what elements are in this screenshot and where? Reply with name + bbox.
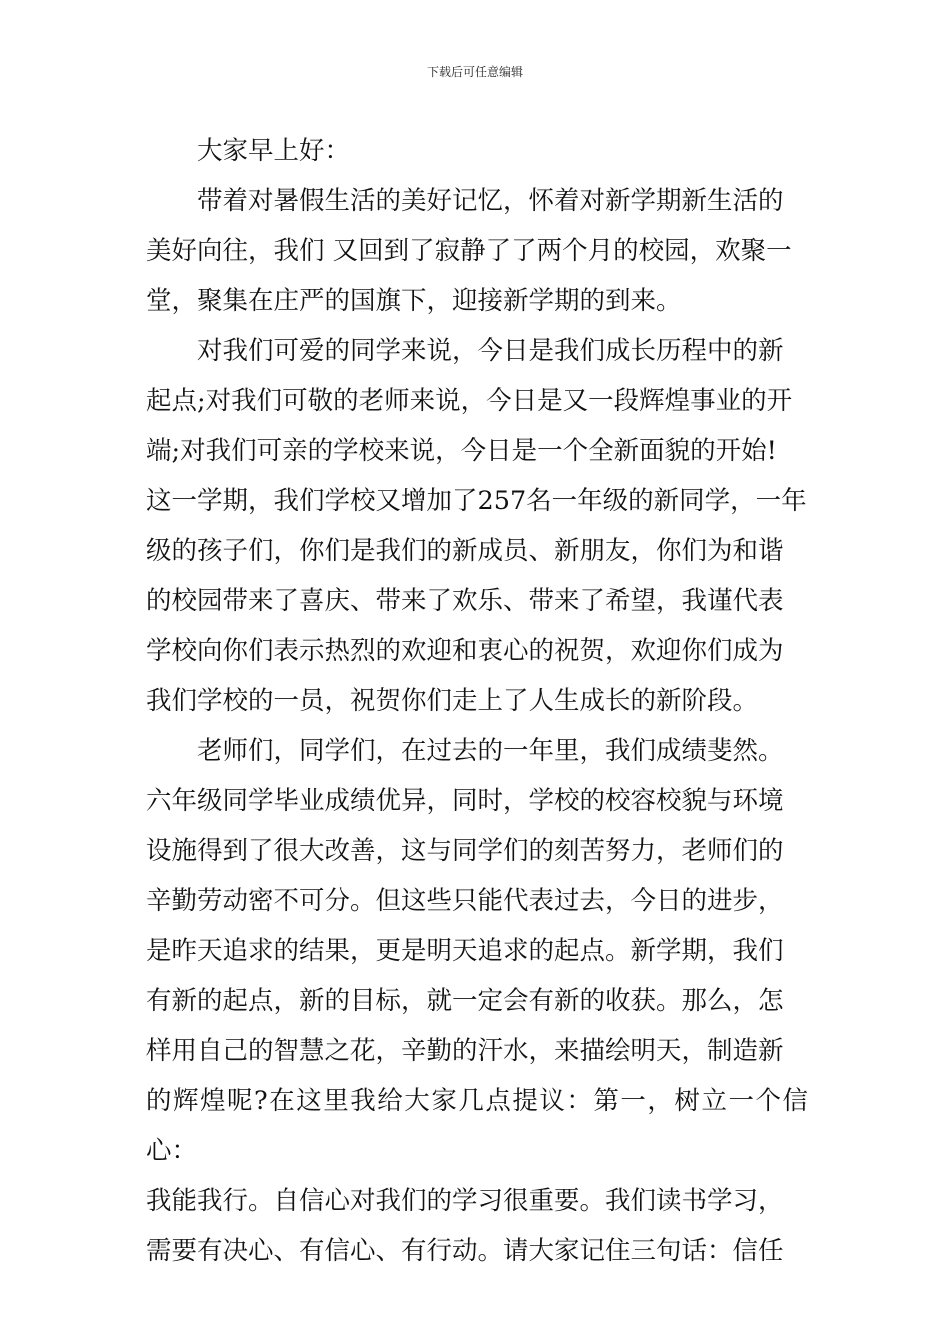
text-line: 级的孩子们，你们是我们的新成员、新朋友，你们为和谐 (146, 536, 784, 566)
text-line: 的辉煌呢?在这里我给大家几点提议：第一，树立一个信心： (146, 1086, 808, 1166)
text-line: 样用自己的智慧之花，辛勤的汗水，来描绘明天，制造新 (146, 1036, 784, 1066)
page-header: 下载后可任意编辑 (426, 65, 523, 79)
text-line: 有新的起点，新的目标，就一定会有新的收获。那么，怎 (146, 986, 784, 1016)
text-line: 堂，聚集在庄严的国旗下，迎接新学期的到来。 (146, 286, 682, 316)
text-line: 带着对暑假生活的美好记忆，怀着对新学期新生活的 (197, 186, 784, 216)
paragraph-greeting (146, 126, 808, 176)
text-line: 这一学期，我们学校又增加了257名一年级的新同学，一年 (146, 486, 807, 516)
text-line: 学校向你们表示热烈的欢迎和衷心的祝贺，欢迎你们成为 (146, 636, 784, 666)
text-line: 起点;对我们可敬的老师来说，今日是又一段辉煌事业的开 (146, 386, 793, 416)
text-line: 大家早上好： (197, 136, 351, 166)
paragraph-new-start (146, 326, 808, 726)
paragraph-achievements (146, 726, 808, 1276)
text-line: 端;对我们可亲的学校来说，今日是一个全新面貌的开始! (146, 436, 777, 466)
text-line: 六年级同学毕业成绩优异，同时，学校的校容校貌与环境 (146, 786, 784, 816)
text-line: 的校园带来了喜庆、带来了欢乐、带来了希望，我谨代表 (146, 586, 784, 616)
text-line: 是昨天追求的结果，更是明天追求的起点。新学期，我们 (146, 936, 784, 966)
document-body (146, 126, 808, 1276)
paragraph-intro (146, 176, 808, 326)
text-line: 辛勤劳动密不可分。但这些只能代表过去，今日的进步， (146, 886, 784, 916)
text-line: 我们学校的一员，祝贺你们走上了人生成长的新阶段。 (146, 686, 759, 716)
text-line: 美好向往，我们 又回到了寂静了了两个月的校园，欢聚一 (146, 236, 792, 266)
text-line: 老师们，同学们，在过去的一年里，我们成绩斐然。 (197, 736, 784, 766)
text-line: 设施得到了很大改善，这与同学们的刻苦努力，老师们的 (146, 836, 784, 866)
text-line: 对我们可爱的同学来说，今日是我们成长历程中的新 (197, 336, 784, 366)
text-line: 需要有决心、有信心、有行动。请大家记住三句话：信任 (146, 1236, 784, 1266)
text-line: 我能我行。自信心对我们的学习很重要。我们读书学习， (146, 1186, 784, 1216)
